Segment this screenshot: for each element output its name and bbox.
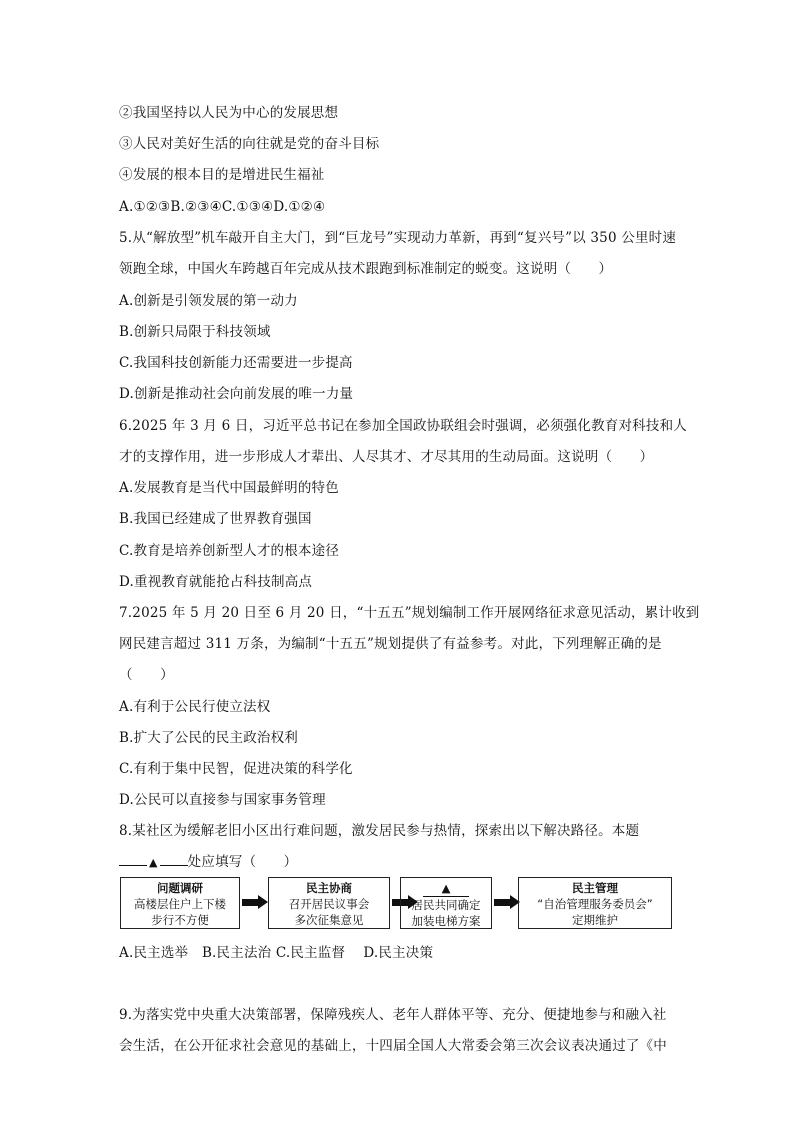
option-line: ④发展的根本目的是增进民生福祉 <box>119 167 325 183</box>
flow-box-title: ▲ <box>401 880 491 897</box>
question-5-stem: 5.从“解放型”机车敲开自主大门，到“巨龙号”实现动力革新，再到“复兴号”以 350 公里时速 <box>119 230 677 246</box>
blank-suffix: 处应填写（ ） <box>187 854 298 870</box>
question-7-option-d: D.公民可以直接参与国家事务管理 <box>119 792 326 808</box>
question-5-option-b: B.创新只局限于科技领域 <box>119 324 271 340</box>
flow-box-text: 居民共同确定 <box>411 898 481 912</box>
question-6-option-a: A.发展教育是当代中国最鲜明的特色 <box>119 480 339 496</box>
flow-box-decision-blank <box>400 877 492 929</box>
triangle-marker: ▲ <box>149 856 158 869</box>
question-6-option-c: C.教育是培养创新型人才的根本途径 <box>119 543 340 559</box>
flow-box-research <box>120 877 240 929</box>
question-7-option-b: B.扩大了公民的民主政治权利 <box>119 730 299 746</box>
question-8-blank-line <box>119 853 297 872</box>
flow-diagram <box>120 877 672 935</box>
flow-box-text: 加装电梯方案 <box>411 914 481 928</box>
question-6-option-d: D.重视教育就能抢占科技制高点 <box>119 574 313 590</box>
question-5-stem: 领跑全球，中国火车跨越百年完成从技术跟跑到标准制定的蜕变。这说明（ ） <box>119 261 613 277</box>
question-9-stem: 会生活，在公开征求社会意见的基础上，十四届全国人大常委会第三次会议表决通过了《中 <box>119 1038 667 1054</box>
question-8-options: A.民主选举 B.民主法治 C.民主监督 D.民主决策 <box>119 945 434 961</box>
question-8-stem: 8.某社区为缓解老旧小区出行难问题，激发居民参与热情，探索出以下解决路径。本题 <box>119 823 640 839</box>
question-5-option-c: C.我国科技创新能力还需要进一步提高 <box>119 355 353 371</box>
flow-box-management <box>518 877 672 929</box>
flow-box-text: “自治管理服务委员会” <box>537 897 653 911</box>
question-6-stem: 才的支撑作用，进一步形成人才辈出、人尽其才、才尽其用的生动局面。这说明（ ） <box>119 449 654 465</box>
answer-blank <box>119 853 147 866</box>
flow-box-text: 多次征集意见 <box>294 913 364 927</box>
answer-blank <box>160 853 188 866</box>
question-6-option-b: B.我国已经建成了世界教育强国 <box>119 511 312 527</box>
question-7-stem: 网民建言超过 311 万条，为编制“十五五”规划提供了有益参考。对此，下列理解正确的是 <box>119 636 662 652</box>
question-5-option-d: D.创新是推动社会向前发展的唯一力量 <box>119 386 354 402</box>
option-line: ②我国坚持以人民为中心的发展思想 <box>119 105 339 121</box>
question-7-option-c: C.有利于集中民智，促进决策的科学化 <box>119 761 353 777</box>
question-9-stem: 9.为落实党中央重大决策部署，保障残疾人、老年人群体平等、充分、便捷地参与和融入社 <box>119 1007 667 1023</box>
flow-box-text: 步行不方便 <box>151 913 209 927</box>
flow-box-text: 高楼层住户上下楼 <box>134 897 226 911</box>
question-6-stem: 6.2025 年 3 月 6 日，习近平总书记在参加全国政协联组会时强调，必须强化教育对科技和人 <box>119 418 687 434</box>
flow-box-title: 民主协商 <box>306 881 352 895</box>
answer-choices: A.①②③B.②③④C.①③④D.①②④ <box>119 199 326 215</box>
flow-box-text: 定期维护 <box>572 913 618 927</box>
flow-box-title: 问题调研 <box>157 881 203 895</box>
flow-box-title: 民主管理 <box>572 881 618 895</box>
question-7-stem: 7.2025 年 5 月 20 日至 6 月 20 日，“十五五”规划编制工作开展网络征求意见活动，累计收到 <box>119 605 700 621</box>
flow-box-consultation <box>268 877 390 929</box>
flow-box-text: 召开居民议事会 <box>288 897 370 911</box>
question-5-option-a: A.创新是引领发展的第一动力 <box>119 293 298 309</box>
option-line: ③人民对美好生活的向往就是党的奋斗目标 <box>119 136 380 152</box>
question-7-option-a: A.有利于公民行使立法权 <box>119 699 271 715</box>
question-7-stem: （ ） <box>119 667 174 683</box>
